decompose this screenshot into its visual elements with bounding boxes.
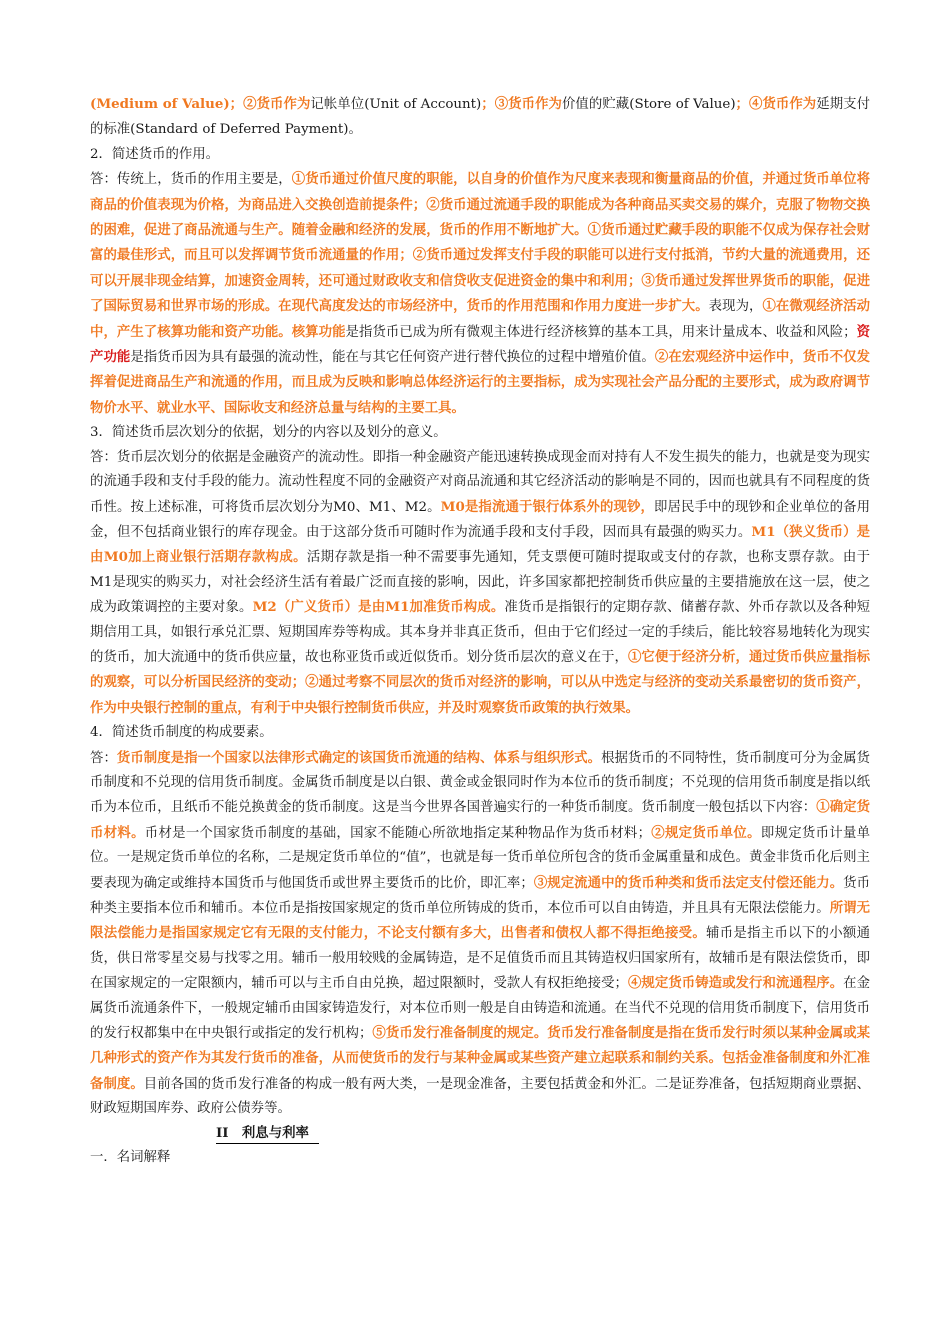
question-2: 2．简述货币的作用。 [90, 146, 220, 162]
highlight-text: 所谓无限法偿能力是指国家规定它有无限的支付能力，不论支付额有多大，出售者和债权人都不得拒绝接受。 [90, 900, 871, 942]
text-span: 目前各国的货币发行准备的构成一般有两大类，一是现金准备，主要包括黄金和外汇。二是证券准备，包括短期商业票据、财政短期国库券、政府公债券等。 [90, 1076, 870, 1117]
asset-function-term: 资产功能 [90, 323, 871, 366]
text-span: 币材是一个国家货币制度的基础，国家不能随心所欲地指定某种物品作为货币材料； [144, 825, 651, 841]
section-heading-row [90, 1122, 870, 1146]
highlight-text: ①确定货币材料。 [90, 799, 871, 841]
unit-of-account-term: ；③货币作为 [481, 96, 562, 112]
store-of-value-term: ；④货币作为 [735, 96, 817, 112]
paragraph-functions-continued [90, 92, 870, 143]
text-span: 价值的贮藏(Store of Value) [561, 97, 736, 112]
text-span: 记帐单位(Unit of Account) [310, 97, 482, 112]
text-span: 是指货币已成为所有微观主体进行经济核算的基本工具，用来计量成本、收益和风险； [345, 324, 857, 340]
text-span: 答：传统上，货币的作用主要是， [90, 172, 292, 188]
answer-4 [90, 746, 870, 1122]
sub-heading: 一．名词解释 [90, 1150, 171, 1166]
text-span: 活期存款是指一种不需要事先通知，凭支票便可随时提取或支付的存款，也称支票存款。由于M1是现实的购买力，对社会经济生活有着最广泛而直接的影响，因此，许多国家都把控制货币供应量的主要措施放在这一层，使之成为政策调控的主要对象。 [90, 550, 871, 616]
question-3: 3．简述货币层次划分的依据，划分的内容以及划分的意义。 [90, 425, 447, 441]
text-span: 即规定货币计量单位。一是规定货币单位的名称，二是规定货币单位的“值”，也就是每一货币单位所包含的货币金属重量和成色。黄金非货币化后则主要表现为确定或维持本国货币与他国货币或世界主要货币的比价，即汇率； [90, 825, 871, 891]
highlight-text: 货币制度是指一个国家以法律形式确定的该国货币流通的结构、体系与组织形式。 [116, 749, 602, 766]
answer-2 [90, 167, 870, 421]
text-span: 根据货币的不同特性，货币制度可分为金属货币制度和不兑现的信用货币制度。金属货币制度是以白银、黄金或金银同时作为本位币的货币制度；不兑现的信用货币制度是指以纸币为本位币，且纸币不能兑换黄金的货币制度。这是当今世界各国普遍实行的一种货币制度。货币制度一般包括以下内容： [90, 750, 871, 816]
text-span: 即居民手中的现钞和企业单位的备用金，但不包括商业银行的库存现金。由于这部分货币可随时作为流通手段和支付手段，因而具有最强的购买力。 [90, 499, 870, 540]
highlight-text: ①在微观经济活动中，产生了核算功能和资产功能。核算功能 [90, 298, 871, 340]
document-page [90, 92, 870, 1170]
highlight-text: ⑤货币发行准备制度的规定。货币发行准备制度是指在货币发行时须以某种金属或某几种形式的资产作为其发行货币的准备，从而使货币的发行与某种金属或某些资产建立起联系和制约关系。包括金准备制度和外汇准备制度。 [90, 1025, 870, 1092]
m0-definition: M0是指流通于银行体系外的现钞， [440, 498, 655, 515]
highlight-text: ③规定流通中的货币种类和货币法定支付偿还能力。 [533, 874, 844, 891]
m1-definition: M1（狭义货币）是由M0加上商业银行活期存款构成。 [90, 523, 870, 566]
medium-of-value-term: (Medium of Value)；②货币作为 [90, 96, 311, 112]
section-title: II 利息与利率 [216, 1123, 319, 1144]
highlight-text: ②规定货币单位。 [650, 824, 761, 841]
question-4: 4．简述货币制度的构成要素。 [90, 725, 273, 741]
text-span: 是指货币因为具有最强的流动性，能在与其它任何资产进行替代换位的过程中增殖价值。 [130, 350, 655, 366]
text-span: 准货币是指银行的定期存款、储蓄存款、外币存款以及各种短期信用工具，如银行承兑汇票、短期国库券等构成。其本身并非真正货币，但由于它们经过一定的手续后，能比较容易地转化为现实的货币，加大流通中的货币供应量，故也称亚货币或近似货币。划分货币层次的意义在于， [90, 600, 871, 665]
highlight-text: ②在宏观经济中运作中，货币不仅发挥着促进商品生产和流通的作用，而且成为反映和影响总体经济运行的主要指标，成为实现社会产品分配的主要形式，成为政府调节物价水平、就业水平、国际收支和经济总量与结构的主要工具。 [90, 349, 871, 416]
m2-definition: M2（广义货币）是由M1加准货币构成。 [252, 599, 505, 616]
text-span: 在金属货币流通条件下，一般规定辅币由国家铸造发行，对本位币则一般是自由铸造和流通。在当代不兑现的信用货币制度下，信用货币的发行权都集中在中央银行或指定的发行机构； [90, 976, 871, 1042]
text-span: 延期支付的标准(Standard of Deferred Payment)。 [90, 97, 871, 138]
highlight-text: ①它便于经济分析，通过货币供应量指标的观察，可以分析国民经济的变动；②通过考察不同层次的货币对经济的影响，可以从中选定与经济的变动关系最密切的货币资产，作为中央银行控制的重点，有利于中央银行控制货币供应，并及时观察货币政策的执行效果。 [90, 648, 870, 716]
text-span: 答：货币层次划分的依据是金融资产的流动性。即指一种金融资产能迅速转换成现金而对持有人不发生损失的能力，也就是变为现实的流通手段和支付手段的能力。流动性程度不同的金融资产对商品流通和其它经济活动的影响是不同的，因而也就具有不同程度的货币性。按上述标准，可将货币层次划分为M0、M1、M2。 [90, 449, 870, 515]
highlight-text: ①货币通过价值尺度的职能，以自身的价值作为尺度来表现和衡量商品的价值，并通过货币单位将商品的价值表现为价格，为商品进入交换创造前提条件；②货币通过流通手段的职能成为各种商品买卖交易的媒介，克服了物物交换的困难，促进了商品流通与生产。随着金融和经济的发展，货币的作用不断地扩大。①货币通过贮藏手段的职能不仅成为保存社会财富的最佳形式，而且可以发挥调节货币流通量的作用；②货币通过发挥支付手段的职能可以进行支付抵消，节约大量的流通费用，还可以开展非现金结算，加速资金周转，还可通过财政收支和信贷收支促进资金的集中和利用；③货币通过发挥世界货币的职能，促进了国际贸易和世界市场的形成。在现代高度发达的市场经济中，货币的作用范围和作用力度进一步扩大。 [90, 171, 871, 315]
highlight-text: ④规定货币铸造或发行和流通程序。 [627, 975, 844, 992]
answer-3 [90, 446, 870, 721]
text-span: 货币种类主要指本位币和辅币。本位币是指按国家规定的货币单位所铸成的货币，本位币可以自由铸造，并且具有无限法偿能力。 [90, 875, 870, 916]
text-span: 表现为， [708, 299, 763, 315]
text-span: 辅币是指主币以下的小额通货，供日常零星交易与找零之用。辅币一般用较贱的金属铸造，是不足值货币而且其铸造权归国家所有，故辅币是有限法偿货币，即在国家规定的一定限额内，辅币可以与主币自由兑换，超过限额时，受款人有权拒绝接受； [90, 926, 871, 992]
text-span: 答： [90, 750, 117, 766]
